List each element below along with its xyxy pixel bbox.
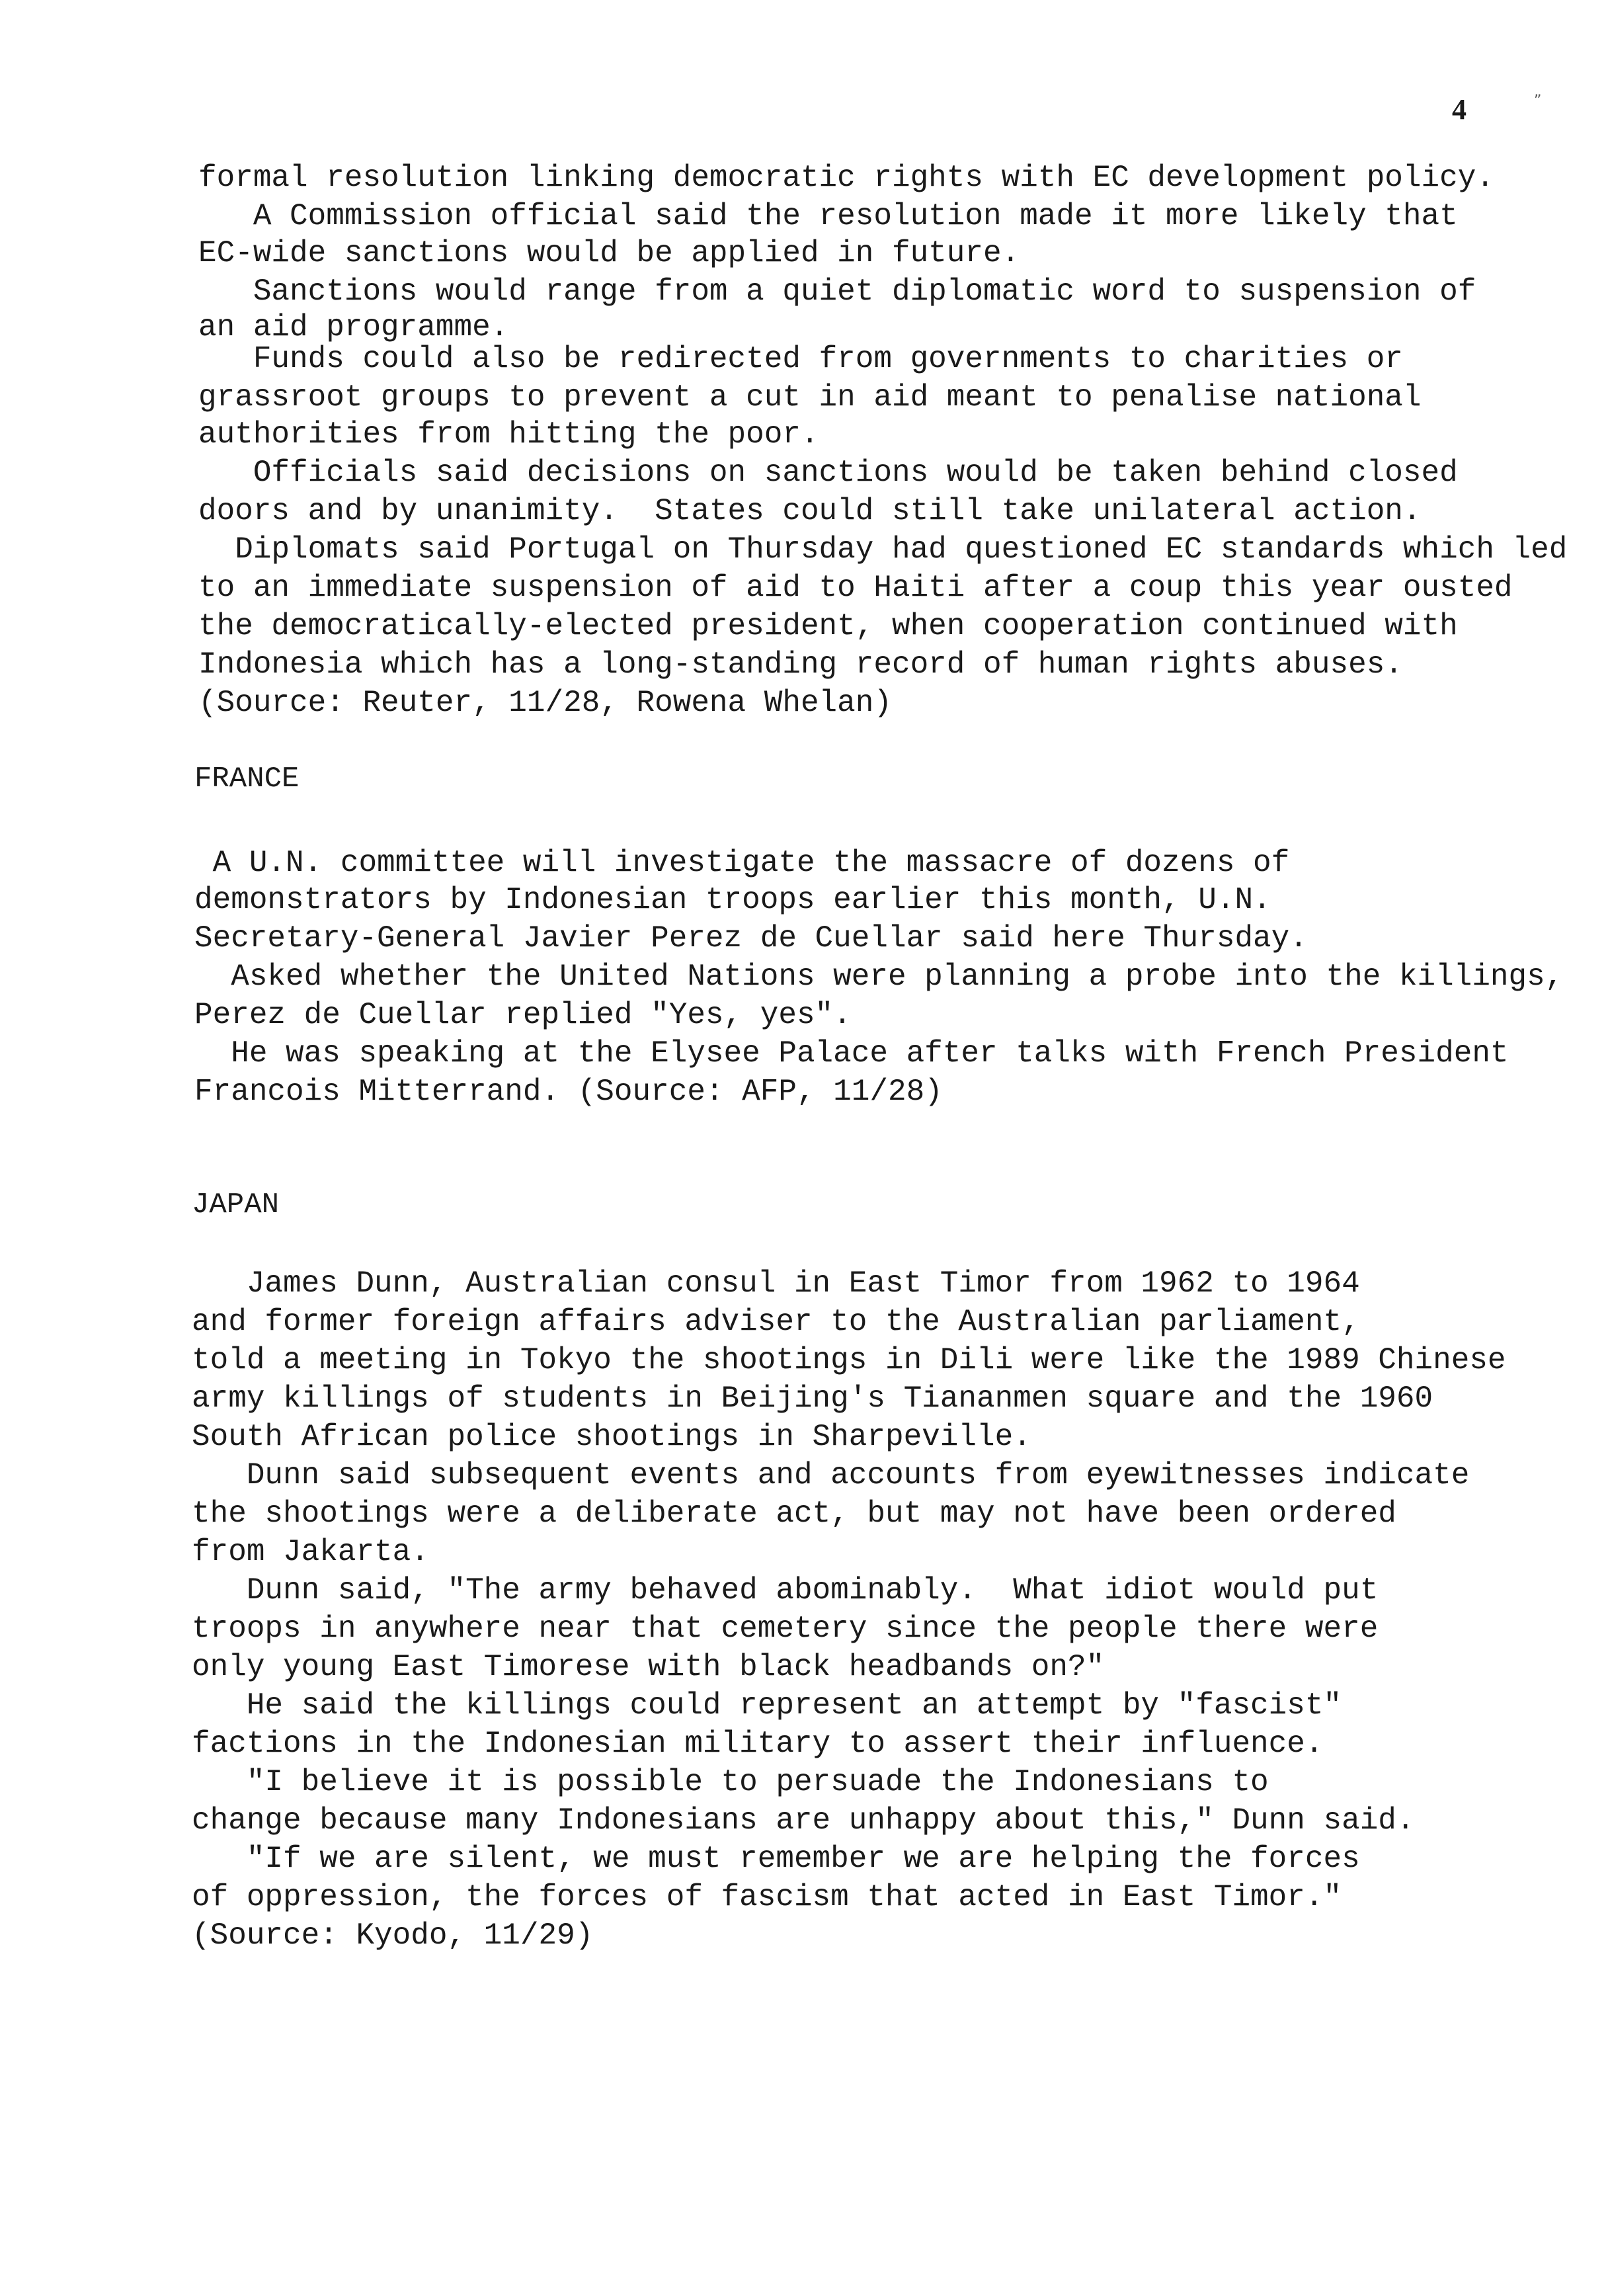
japan-line: of oppression, the forces of fascism that acted in East Timor." [192,1880,1342,1914]
intro-line: Officials said decisions on sanctions would be taken behind closed [198,456,1458,490]
intro-line: formal resolution linking democratic rights with EC development policy. [198,161,1494,195]
intro-line: authorities from hitting the poor. [198,417,819,452]
france-line: Asked whether the United Nations were planning a probe into the killings, [194,960,1564,994]
page-number: 4 [1452,93,1467,126]
japan-line: James Dunn, Australian consul in East Timor from 1962 to 1964 [192,1266,1360,1301]
intro-line: the democratically-elected president, when cooperation continued with [198,609,1458,643]
intro-line: Funds could also be redirected from governments to charities or [198,342,1403,376]
japan-line: the shootings were a deliberate act, but may not have been ordered [192,1496,1396,1531]
intro-line: Sanctions would range from a quiet diplomatic word to suspension of [198,274,1476,309]
intro-line: doors and by unanimity. States could still take unilateral action. [198,494,1422,528]
corner-mark: ” [1534,93,1542,109]
japan-line: told a meeting in Tokyo the shootings in Dili were like the 1989 Chinese [192,1343,1506,1377]
section-heading-france: FRANCE [194,762,300,796]
japan-line: He said the killings could represent an attempt by "fascist" [192,1688,1342,1723]
france-line: demonstrators by Indonesian troops earlier this month, U.N. [194,883,1271,917]
intro-line: Indonesia which has a long-standing record of human rights abuses. [198,647,1403,682]
japan-line: and former foreign affairs adviser to the Australian parliament, [192,1305,1360,1339]
japan-line: Dunn said subsequent events and accounts from eyewitnesses indicate [192,1458,1470,1493]
france-source: Francois Mitterrand. (Source: AFP, 11/28) [194,1075,943,1109]
section-heading-japan: JAPAN [192,1188,280,1221]
intro-line: grassroot groups to prevent a cut in aid meant to penalise national [198,380,1422,415]
intro-line: an aid programme. [198,310,509,345]
japan-line: Dunn said, "The army behaved abominably. What idiot would put [192,1573,1379,1608]
france-line: Perez de Cuellar replied "Yes, yes". [194,998,852,1032]
japan-line: "I believe it is possible to persuade the Indonesians to [192,1765,1269,1799]
intro-source: (Source: Reuter, 11/28, Rowena Whelan) [198,686,892,720]
intro-line: to an immediate suspension of aid to Haiti after a coup this year ousted [198,571,1513,605]
japan-line: from Jakarta. [192,1535,429,1569]
japan-line: troops in anywhere near that cemetery since the people there were [192,1612,1379,1646]
japan-source: (Source: Kyodo, 11/29) [192,1918,594,1953]
intro-line: Diplomats said Portugal on Thursday had questioned EC standards which led [198,532,1568,567]
intro-line: EC-wide sanctions would be applied in future. [198,236,1020,270]
france-line: Secretary-General Javier Perez de Cuellar said here Thursday. [194,921,1308,956]
japan-line: factions in the Indonesian military to assert their influence. [192,1727,1324,1761]
france-line: He was speaking at the Elysee Palace after talks with French President [194,1036,1509,1071]
japan-line: army killings of students in Beijing's Tiananmen square and the 1960 [192,1381,1433,1416]
japan-line: only young East Timorese with black headbands on?" [192,1650,1105,1684]
japan-line: South African police shootings in Sharpeville. [192,1420,1031,1454]
intro-line: A Commission official said the resolution made it more likely that [198,199,1458,233]
japan-line: change because many Indonesians are unhappy about this," Dunn said. [192,1803,1415,1838]
france-line: A U.N. committee will investigate the massacre of dozens of [194,846,1290,880]
japan-line: "If we are silent, we must remember we are helping the forces [192,1842,1360,1876]
